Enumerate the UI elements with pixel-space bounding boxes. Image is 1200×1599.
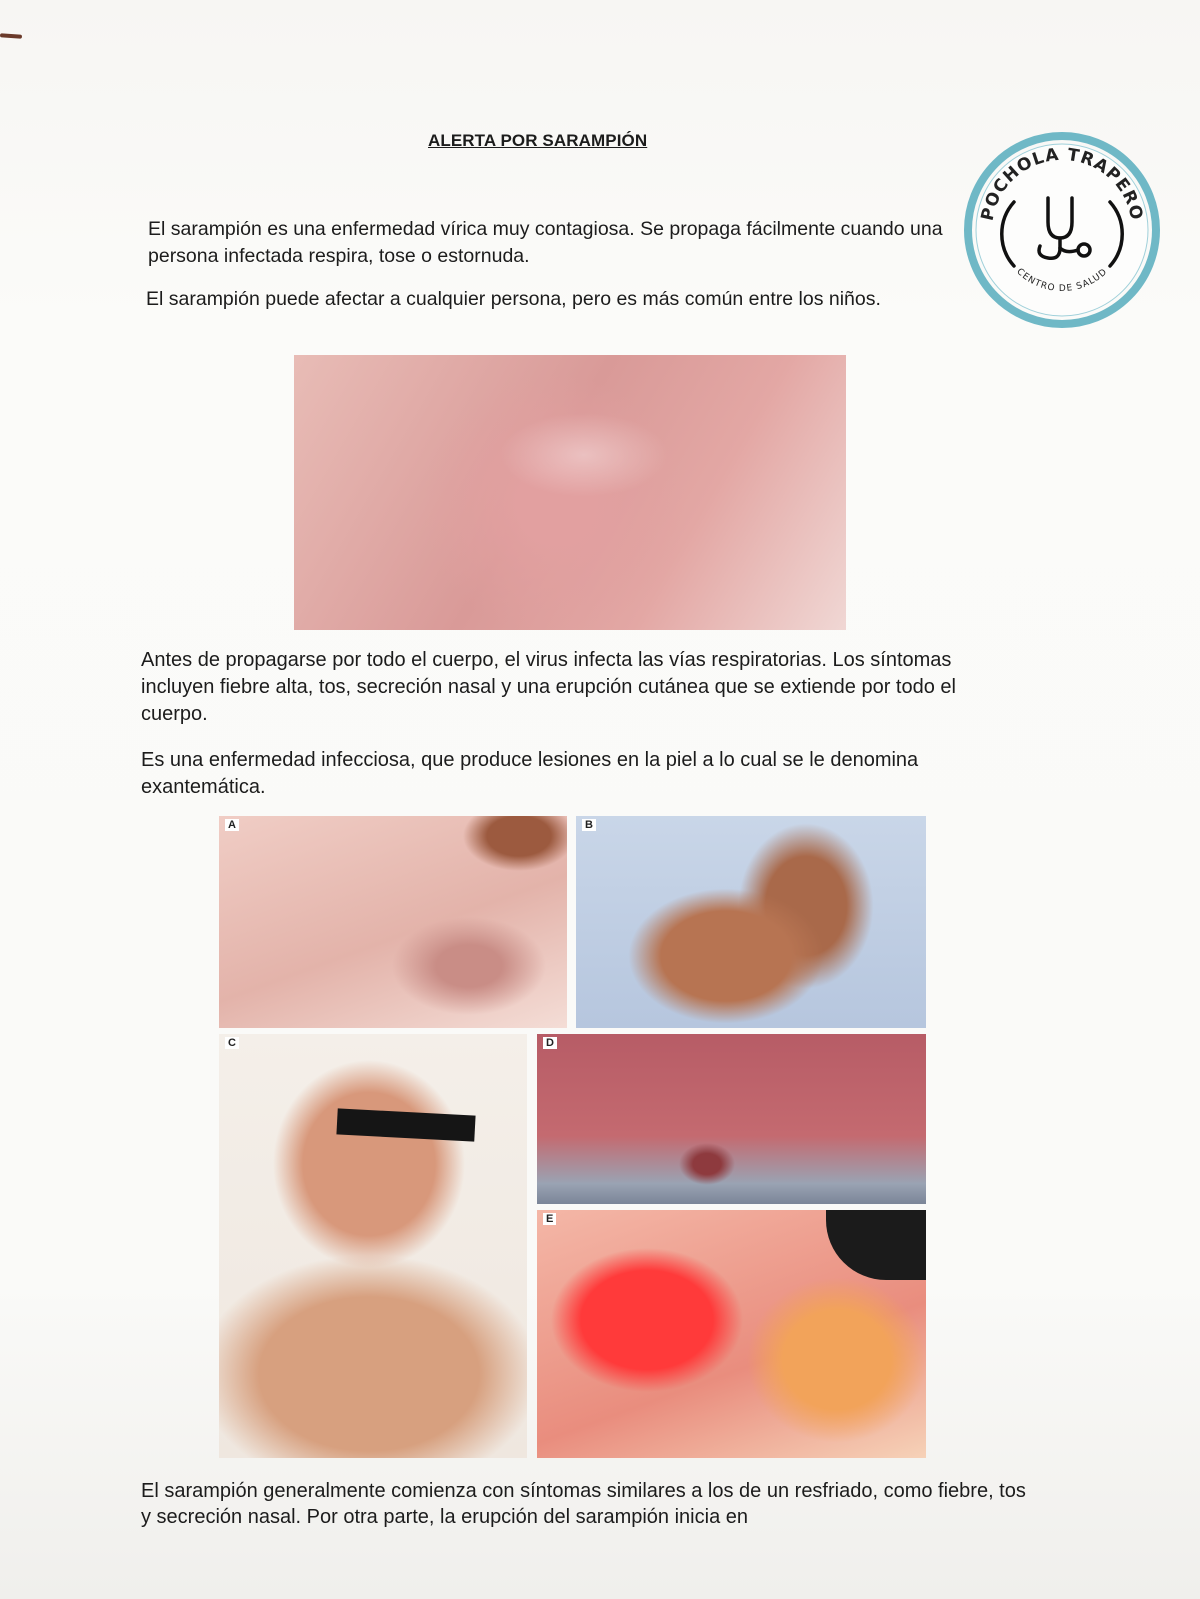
paragraph-2: El sarampión puede afectar a cualquier persona, pero es más común entre los niños.: [146, 288, 881, 310]
collage-label-d: D: [543, 1037, 557, 1049]
seal-bottom-text: CENTRO DE SALUD: [1014, 266, 1110, 295]
measles-child-face-photo: [294, 355, 846, 630]
paragraph-5: El sarampión generalmente comienza con síntomas similares a los de un resfriado, como fiebre, tos y secreción nasal. Por otra parte, la erupción del sarampión inicia en: [141, 1480, 1026, 1528]
collage-photo-c: [219, 1034, 527, 1458]
collage-photo-b: [576, 816, 926, 1028]
privacy-bar: [336, 1108, 475, 1141]
collage-label-b: B: [582, 819, 596, 831]
collage-label-a: A: [225, 819, 239, 831]
health-center-seal: [962, 130, 1162, 330]
collage-label-e: E: [543, 1213, 556, 1225]
page-title: ALERTA POR SARAMPIÓN: [428, 131, 648, 150]
paragraph-3: Antes de propagarse por todo el cuerpo, el virus infecta las vías respiratorias. Los síntomas incluyen fiebre alta, tos, secreción nasal y una erupción cutánea que se extiende por todo el cuerpo.: [141, 649, 956, 725]
collage-photo-e: [537, 1210, 926, 1458]
seal-top-text: POCHOLA TRAPERO: [977, 144, 1147, 223]
paragraph-1: El sarampión es una enfermedad vírica muy contagiosa. Se propaga fácilmente cuando una persona infectada respira, tose o estornuda.: [148, 218, 943, 267]
measles-rash-collage: [219, 816, 926, 1458]
collage-photo-e-shadow: [826, 1210, 926, 1280]
collage-photo-d: [537, 1034, 926, 1204]
collage-label-c: C: [225, 1037, 239, 1049]
paragraph-4: Es una enfermedad infecciosa, que produce lesiones en la piel a lo cual se le denomina exantemática.: [141, 749, 919, 798]
collage-photo-a: [219, 816, 567, 1028]
scan-mark: [0, 33, 22, 39]
